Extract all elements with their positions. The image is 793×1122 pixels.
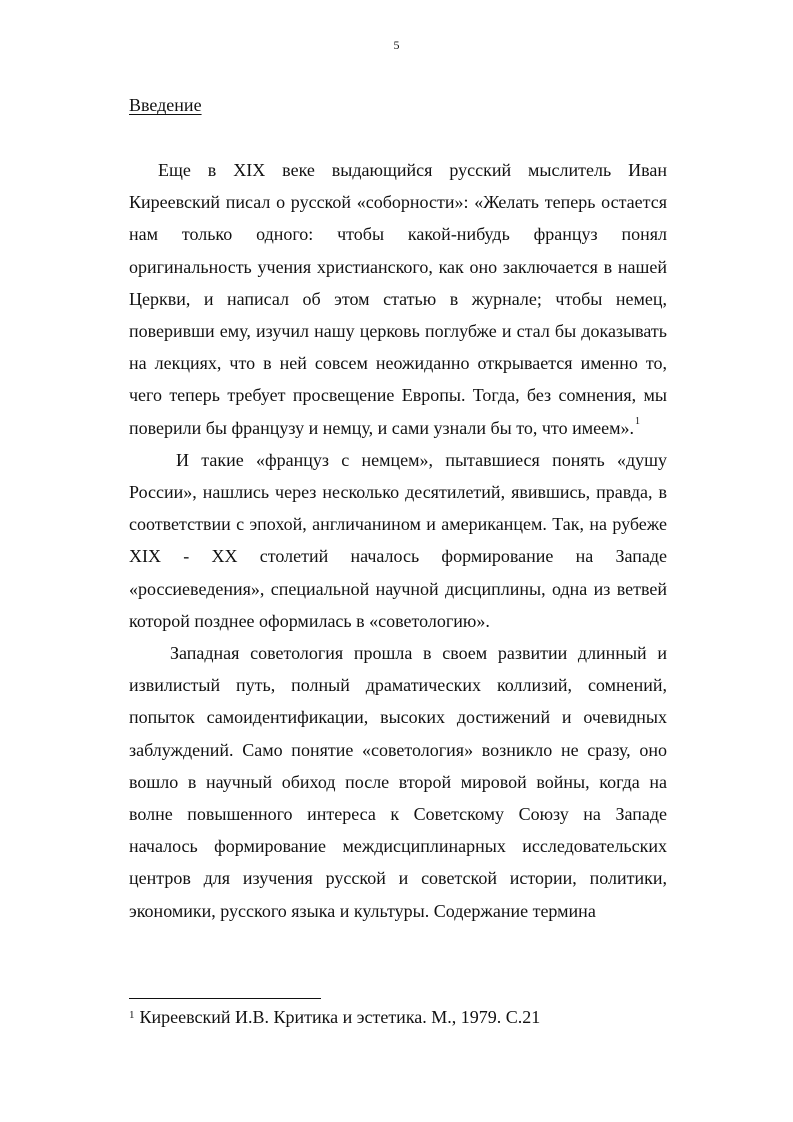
footnote-divider [129,998,321,999]
footnote-mark: 1 [129,1009,135,1021]
footnote-reference[interactable]: 1 [634,415,640,427]
body-text [129,154,667,927]
section-heading: Введение [129,95,202,115]
page-number: 5 [393,38,400,52]
paragraph-2: И такие «француз с немцем», пытавшиеся понять «душу России», нашлись через несколько десятилетий, явившись, правда, в соответствии с эпохой, англичанином и американцем. Так, на рубеже XIX - XX столетий началось формирование на Западе «россиеведения», специальной научной дисциплины, одна из ветвей которой позднее оформилась в «советологию». [129,449,667,631]
paragraph-1-text: Еще в XIX веке выдающийся русский мыслитель Иван Киреевский писал о русской «соборности»: «Желать теперь остается нам только одного: чтобы какой-нибудь француз понял оригинальность учения христианского, как оно заключается в нашей Церкви, и написал об этом статью в журнале; чтобы немец, поверивши ему, изучил нашу церковь поглубже и стал бы доказывать на лекциях, что в ней совсем неожиданно открывается именно то, чего теперь требует просвещение Европы. Тогда, без сомнения, мы поверили бы французу и немцу, и сами узнали бы то, что имеем». [129,160,667,438]
footnote [129,1004,540,1030]
footnote-text: Киреевский И.В. Критика и эстетика. М., 1979. С.21 [139,1007,541,1027]
paragraph-1 [129,154,667,444]
paragraph-3: Западная советология прошла в своем развитии длинный и извилистый путь, полный драматических коллизий, сомнений, попыток самоидентификации, высоких достижений и очевидных заблуждений. Само понятие «советология» возникло не сразу, оно вошло в научный обиход после второй мировой войны, когда на волне повышенного интереса к Советскому Союзу на Западе началось формирование междисциплинарных исследовательских центров для изучения русской и советской истории, политики, экономики, русского языка и культуры. Содержание термина [129,643,667,921]
